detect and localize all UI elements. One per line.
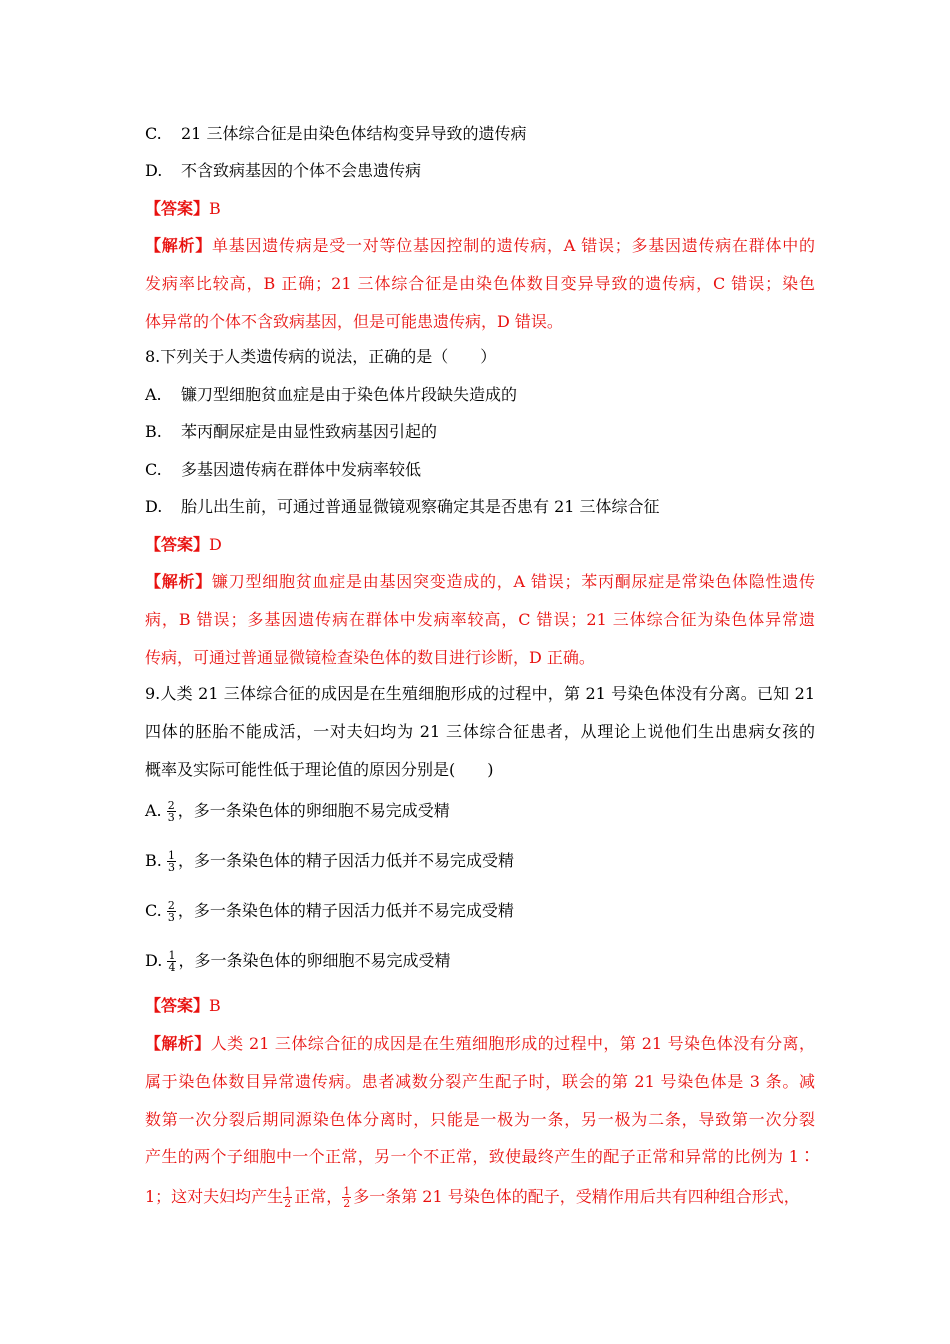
- fraction-denominator: 3: [167, 861, 175, 874]
- analysis-label: 【解析】: [145, 1034, 211, 1053]
- analysis-text: 人类 21 三体综合征的成因是在生殖细胞形成的过程中，第 21 号染色体没有分离，: [210, 1034, 815, 1053]
- fraction: [167, 800, 176, 823]
- answer-value: B: [209, 199, 221, 218]
- q8-option-d: [145, 496, 815, 518]
- q9-analysis-line-1: [145, 1033, 815, 1055]
- q8-stem: 8.下列关于人类遗传病的说法，正确的是（ ）: [145, 347, 497, 366]
- q9-analysis-line-3: 数第一次分裂后期同源染色体分离时，只能是一极为一条，另一极为二条，导致第一次分裂: [145, 1110, 815, 1129]
- fraction-numerator: 1: [168, 949, 176, 962]
- option-text: ，多一条染色体的精子因活力低并不易完成受精: [177, 851, 514, 870]
- option-letter: C.: [145, 460, 162, 479]
- q9-option-b: [145, 850, 815, 873]
- analysis-text: 单基因遗传病是受一对等位基因控制的遗传病，A 错误；多基因遗传病在群体中的: [212, 236, 815, 255]
- q8-option-c: [145, 459, 815, 481]
- answer-label: 【答案】: [145, 535, 210, 554]
- option-letter: D.: [145, 497, 163, 516]
- fraction-denominator: 2: [343, 1197, 351, 1210]
- answer-value: B: [209, 996, 221, 1015]
- analysis-text: 多一条第 21 号染色体的配子，受精作用后共有四种组合形式，: [353, 1187, 800, 1206]
- option-letter: B.: [145, 851, 162, 870]
- option-letter: C.: [145, 901, 162, 920]
- q8-option-a: [145, 384, 815, 406]
- q7-analysis-line-1: [145, 235, 815, 257]
- option-text: 镰刀型细胞贫血症是由于染色体片段缺失造成的: [181, 385, 518, 404]
- q9-option-a: [145, 800, 815, 823]
- analysis-label: 【解析】: [145, 236, 213, 255]
- q9-answer: [145, 995, 815, 1017]
- fraction-numerator: 1: [284, 1185, 292, 1198]
- fraction-denominator: 3: [167, 911, 175, 924]
- q8-analysis-line-2: 病，B 错误；多基因遗传病在群体中发病率较高，C 错误；21 三体综合征为染色体异常遗: [145, 610, 815, 629]
- option-text: ，多一条染色体的精子因活力低并不易完成受精: [177, 901, 514, 920]
- analysis-text: 镰刀型细胞贫血症是由基因突变造成的，A 错误；苯丙酮尿症是常染色体隐性遗传: [212, 572, 815, 591]
- q9-option-c: [145, 900, 815, 923]
- q9-analysis-line-2: 属于染色体数目异常遗传病。患者减数分裂产生配子时，联会的第 21 号染色体是 3 条。减: [145, 1072, 815, 1091]
- q7-option-d: [145, 160, 815, 182]
- q8-analysis-line-1: [145, 571, 815, 593]
- q9-stem-line-1: 9.人类 21 三体综合征的成因是在生殖细胞形成的过程中，第 21 号染色体没有分离。已知 21: [145, 684, 815, 703]
- q9-stem-line-3: 概率及实际可能性低于理论值的原因分别是( ): [145, 760, 494, 779]
- q7-option-c: [145, 123, 815, 145]
- fraction-denominator: 4: [168, 961, 176, 974]
- option-text: 多基因遗传病在群体中发病率较低: [181, 460, 422, 479]
- fraction: [342, 1186, 351, 1209]
- q8-analysis-line-3: 传病，可通过普通显微镜检查染色体的数目进行诊断，D 正确。: [145, 648, 595, 667]
- q8-answer: [145, 534, 815, 556]
- q9-analysis-line-4: 产生的两个子细胞中一个正常，另一个不正常，致使最终产生的配子正常和异常的比例为 1∶: [145, 1147, 815, 1166]
- option-text: 苯丙酮尿症是由显性致病基因引起的: [181, 422, 438, 441]
- option-text: ，多一条染色体的卵细胞不易完成受精: [177, 801, 450, 820]
- fraction-numerator: 1: [343, 1185, 351, 1198]
- fraction: [167, 900, 176, 923]
- fraction: [167, 850, 176, 873]
- q9-option-d: [145, 950, 815, 973]
- q7-analysis-line-2: 发病率比较高，B 正确；21 三体综合征是由染色体数目变异导致的遗传病，C 错误；染色: [145, 274, 815, 293]
- option-text: 胎儿出生前，可通过普通显微镜观察确定其是否患有 21 三体综合征: [181, 497, 660, 516]
- analysis-label: 【解析】: [145, 572, 213, 591]
- fraction-numerator: 2: [167, 899, 175, 912]
- q9-analysis-line-5: [145, 1186, 815, 1209]
- analysis-text: 1；这对夫妇均产生: [145, 1187, 284, 1206]
- option-letter: A.: [145, 801, 162, 820]
- option-letter: A.: [145, 385, 162, 404]
- fraction: [167, 950, 176, 973]
- fraction: [283, 1186, 292, 1209]
- answer-label: 【答案】: [145, 996, 210, 1015]
- fraction-numerator: 2: [167, 799, 175, 812]
- analysis-text: 正常，: [294, 1187, 343, 1206]
- q8-option-b: [145, 421, 815, 443]
- fraction-denominator: 2: [284, 1197, 292, 1210]
- option-text: 21 三体综合征是由染色体结构变异导致的遗传病: [181, 124, 527, 143]
- option-letter: D.: [145, 951, 163, 970]
- answer-label: 【答案】: [145, 199, 210, 218]
- fraction-numerator: 1: [167, 849, 175, 862]
- option-letter: B.: [145, 422, 162, 441]
- option-letter: D.: [145, 161, 163, 180]
- option-text: 不含致病基因的个体不会患遗传病: [181, 161, 422, 180]
- q9-stem-line-2: 四体的胚胎不能成活，一对夫妇均为 21 三体综合征患者，从理论上说他们生出患病女孩的: [145, 722, 815, 741]
- q7-analysis-line-3: 体异常的个体不含致病基因，但是可能患遗传病，D 错误。: [145, 312, 563, 331]
- option-letter: C.: [145, 124, 162, 143]
- fraction-denominator: 3: [167, 811, 175, 824]
- q7-answer: [145, 198, 815, 220]
- answer-value: D: [209, 535, 222, 554]
- option-text: ，多一条染色体的卵细胞不易完成受精: [178, 951, 451, 970]
